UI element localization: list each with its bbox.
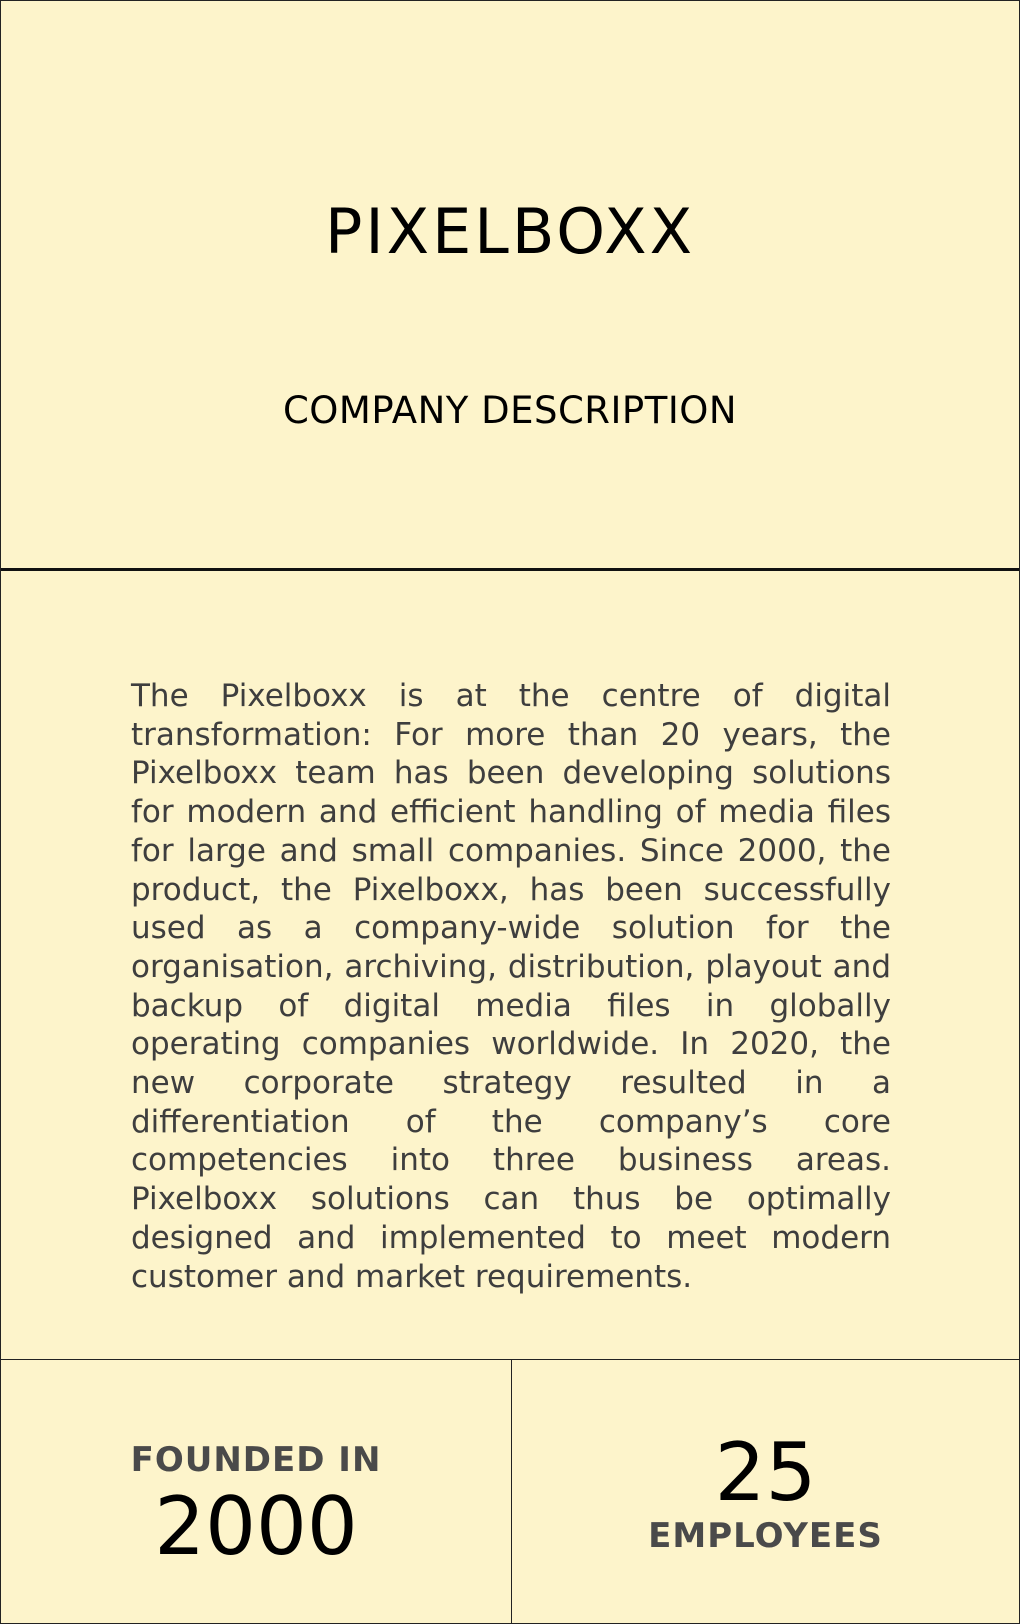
stats-row — [1, 1359, 1019, 1624]
company-name: PIXELBOXX — [324, 195, 696, 268]
employees-label: EMPLOYEES — [648, 1516, 883, 1556]
founded-value: 2000 — [154, 1480, 358, 1573]
founded-label: FOUNDED IN — [130, 1440, 382, 1480]
company-description: The Pixelboxx is at the centre of digital transformation: For more than 20 years, the Pixelboxx team has been developing solutions for modern and efficient handling of media files for large and small companies. Since 2000, the product, the Pixelboxx, has been successfully used as a company-wide solution for the organisation, archiving, distribution, playout and backup of digital media files in globally operating companies worldwide. In 2020, the new corporate strategy resulted in a differentiation of the company’s core competencies into three business areas. Pixelboxx solutions can thus be optimally designed and implemented to meet modern customer and market requirements. — [131, 678, 891, 1295]
employees-stat — [512, 1360, 1019, 1624]
section-label: COMPANY DESCRIPTION — [282, 389, 738, 432]
card-header — [1, 1, 1019, 571]
employees-value: 25 — [714, 1426, 817, 1519]
founded-stat — [1, 1360, 512, 1624]
